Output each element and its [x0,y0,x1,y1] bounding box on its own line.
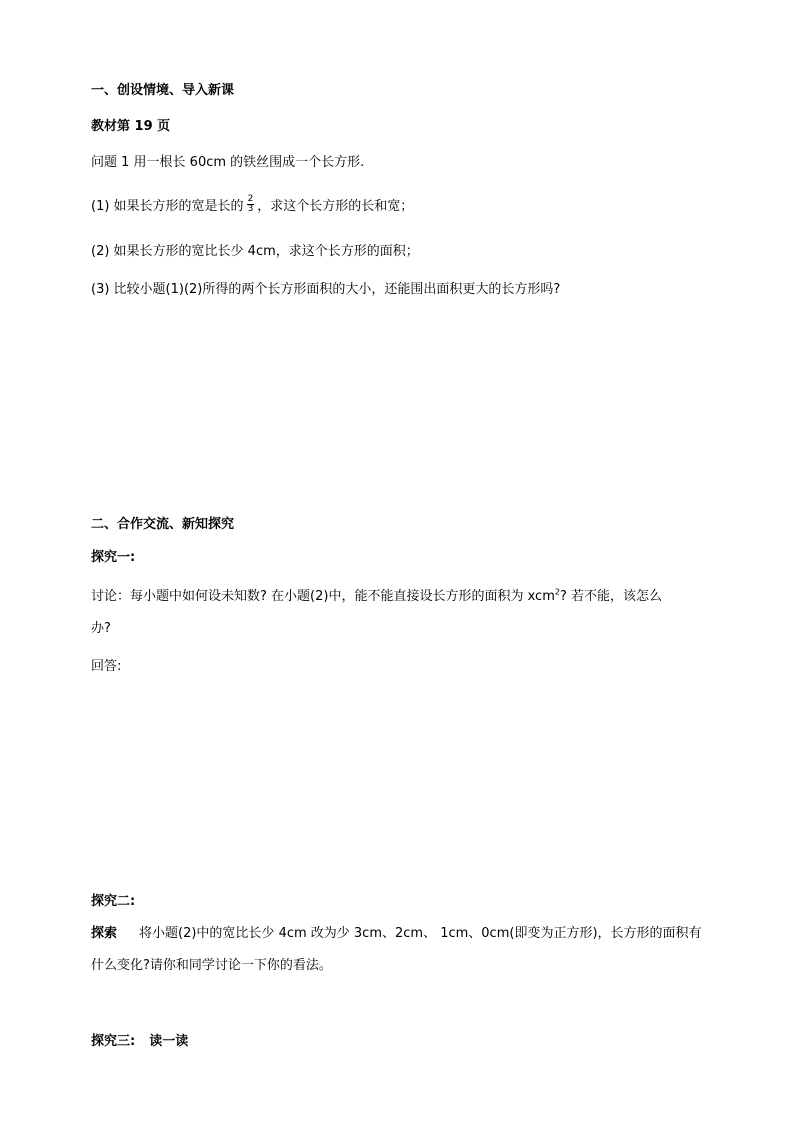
section1-heading: 一、创设情境、导入新课 [91,83,235,98]
explore-2-label: 探索 [91,926,118,941]
section2-heading: 二、合作交流、新知探究 [91,517,235,532]
explore-3-title [91,1033,188,1051]
discussion-text-end: ? 若不能，该怎么 [559,589,662,604]
problem-intro: 问题 1 用一根长 60cm 的铁丝围成一个长方形. [91,155,365,170]
fraction [247,195,255,214]
explore-1-title: 探究一: [91,550,136,565]
discussion-text: 讨论：每小题中如何设未知数? 在小题(2)中，能不能直接设长方形的面积为 xcm [91,589,555,604]
explore-3-sub: 读一读 [149,1034,189,1049]
discussion-line-1 [91,588,662,606]
superscript: 2 [554,587,560,597]
question-1-prefix: (1) 如果长方形的宽是长的 [91,199,244,214]
discussion-line-2: 办? [91,621,111,636]
question-3: (3) 比较小题(1)(2)所得的两个长方形面积的大小，还能围出面积更大的长方形吗? [91,282,561,297]
explore-3-label: 探究三: [91,1034,136,1049]
question-1 [91,194,414,216]
explore-2-text: 将小题(2)中的宽比长少 4cm 改为少 3cm、2cm、 1cm、0cm(即变为正方形)，长方形的面积有 [139,926,702,941]
fraction-denominator: 3 [247,204,254,214]
textbook-ref: 教材第 19 页 [91,119,171,134]
question-1-suffix: ，求这个长方形的长和宽； [257,199,414,214]
explore-2-line-2: 什么变化?请你和同学讨论一下你的看法。 [91,958,332,973]
fraction-numerator: 2 [247,194,254,204]
answer-label: 回答: [91,659,122,674]
explore-2-title: 探究二: [91,894,136,909]
explore-2-line-1 [91,925,702,943]
question-2: (2) 如果长方形的宽比长少 4cm，求这个长方形的面积； [91,244,419,259]
